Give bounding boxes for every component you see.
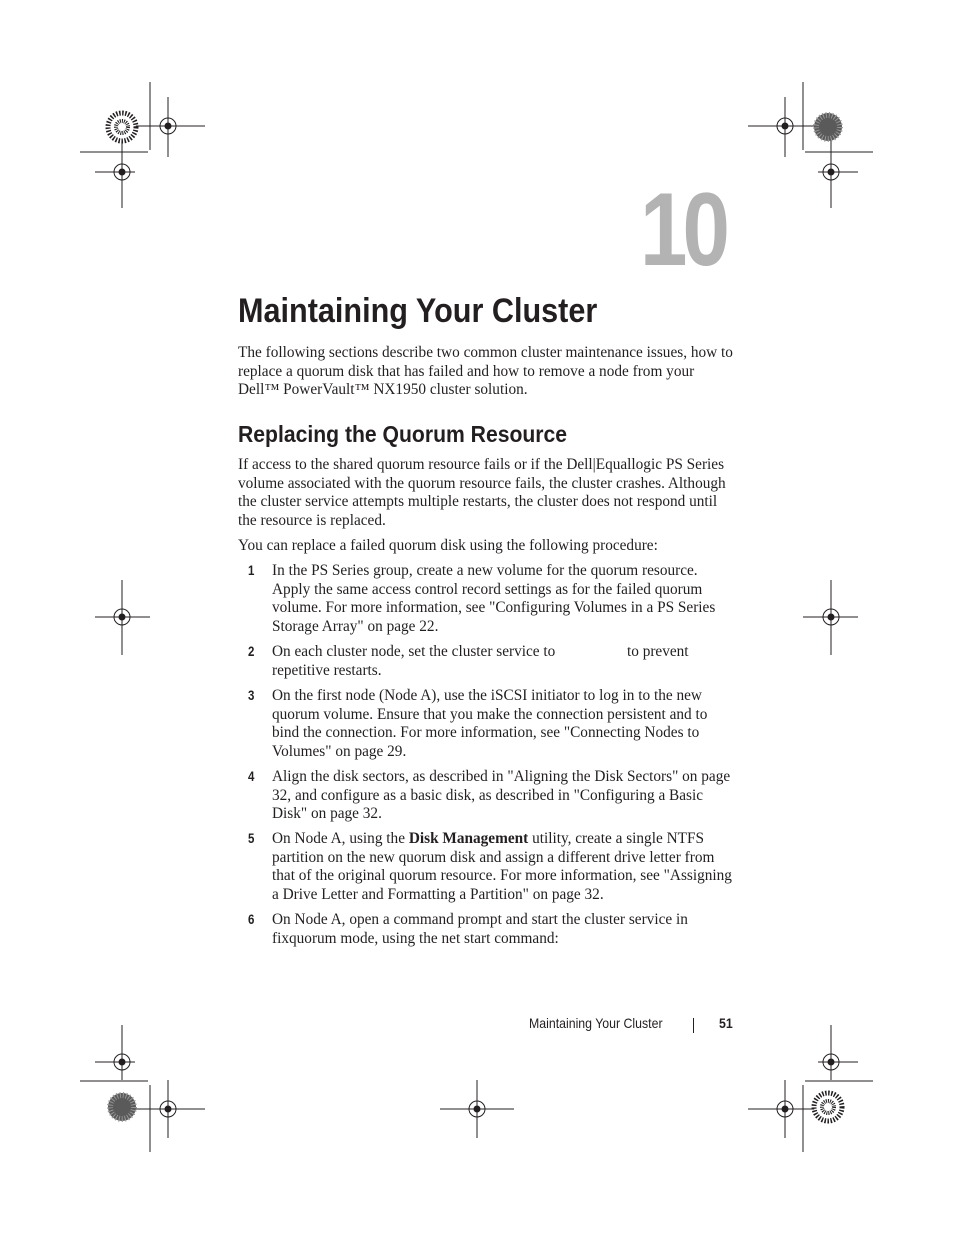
step-text: On each cluster node, set the cluster service to to prevent repetitive restarts. (272, 643, 689, 679)
footer-title: Maintaining Your Cluster (529, 1015, 663, 1031)
step-text: On Node A, open a command prompt and start the cluster service in fixquorum mode, using the net start command: (272, 911, 688, 947)
ui-label: Disk Management (408, 830, 529, 847)
section-title: Replacing the Quorum Resource (238, 421, 568, 447)
step-number: 1 (248, 563, 255, 578)
chapter-title: Maintaining Your Cluster (238, 292, 598, 330)
step-text: On Node A, using the Disk Management utility, create a single NTFS partition on the new quorum disk and assign a different drive letter from that of the original quorum resource. For more information, see "Assigning a Drive Letter and Formatting a Partition" on page 32. (272, 830, 732, 904)
intro-paragraph: The following sections describe two common cluster maintenance issues, how to replace a quorum disk that has failed and how to remove a node from your Dell™ PowerVault™ NX1950 cluster solution. (238, 344, 733, 399)
page-number: 51 (719, 1015, 733, 1031)
footer-divider (693, 1018, 694, 1033)
section-paragraph-1: If access to the shared quorum resource fails or if the Dell|Equallogic PS Series volume associated with the quorum resource fails, the cluster crashes. Although the cluster service attempts multiple restarts, the cluster does not respond until the resource is replaced. (238, 456, 726, 530)
section-paragraph-2: You can replace a failed quorum disk using the following procedure: (238, 537, 658, 554)
step-number: 4 (248, 769, 255, 784)
step-text: In the PS Series group, create a new volume for the quorum resource. Apply the same access control record settings as for the failed quorum volume. For more information, see "Configuring Volumes in a PS Series Storage Array" on page 22. (272, 562, 716, 636)
step-number: 5 (248, 831, 255, 846)
step-text: On the first node (Node A), use the iSCSI initiator to log in to the new quorum volume. Ensure that you make the connection persistent and to bind the connection. For more information, see "Connecting Nodes to Volumes" on page 29. (272, 687, 708, 761)
chapter-number: 10 (640, 172, 726, 288)
step-number: 2 (248, 644, 255, 659)
step-number: 6 (248, 912, 255, 927)
step-number: 3 (248, 688, 255, 703)
step-text: Align the disk sectors, as described in "Aligning the Disk Sectors" on page 32, and configure as a basic disk, as described in "Configuring a Basic Disk" on page 32. (272, 768, 731, 823)
